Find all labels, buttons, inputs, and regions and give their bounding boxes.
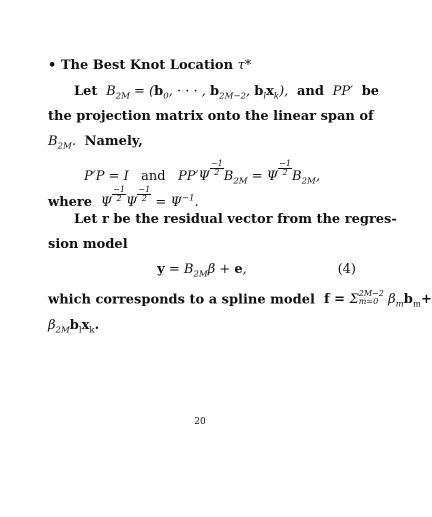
- sion-model-text: sion model: [48, 237, 128, 252]
- page-number: 20: [194, 417, 206, 427]
- b2m-symbol-2: $B_{2M}$.: [48, 134, 81, 152]
- heading-line: [48, 58, 356, 74]
- regression-equation: [48, 262, 356, 278]
- eq-and-word: and: [141, 168, 166, 184]
- let-b2m-line: [74, 84, 380, 102]
- let-word-2: Let: [74, 212, 98, 227]
- residual-text: be the residual vector from the regres-: [113, 212, 397, 227]
- spline-formula: f = Σ 2M−2 m=0 $\beta_mb_m+$: [319, 289, 432, 310]
- b2m-symbol: $B_{2M} = (b_0$, · · · , $b_{2M-2}$, $b_lx_k$),: [101, 84, 293, 102]
- spline-formula-2: $\beta_{2M}b_lx_k$.: [48, 318, 100, 336]
- projection-equation: [48, 160, 356, 185]
- where-line: [48, 186, 356, 211]
- let-r-line: [74, 212, 397, 228]
- pp-prime-symbol: PP′: [328, 84, 358, 99]
- spline-line: [48, 289, 432, 310]
- eq-regression-body: $y = B_{2M}\beta + e$,: [157, 262, 247, 280]
- sion-model-line: [48, 237, 356, 253]
- spline-continuation: [48, 318, 356, 334]
- and-word: and: [296, 84, 324, 99]
- namely-word: Namely,: [84, 134, 143, 149]
- namely-line: [48, 134, 356, 150]
- be-word: be: [361, 84, 380, 99]
- let-word: Let: [74, 84, 98, 99]
- equation-number: (4): [337, 262, 356, 277]
- psi-identity: Ψ $\frac{-1}{2}$ Ψ $\frac{-1}{2}$ = $\Psi^{-1}$.: [96, 185, 199, 210]
- which-corresponds-text: which corresponds to a spline model: [48, 292, 315, 308]
- where-word: where: [48, 194, 93, 210]
- r-symbol: r: [101, 212, 109, 227]
- eq-psi-relation: PP′Ψ $\frac{-1}{2}$ $B_{2M} = \Psi$ $\frac{-1}{2}$ $B_{2M}$,: [178, 159, 320, 187]
- projection-text: the projection matrix onto the linear span of: [48, 109, 374, 124]
- section-heading: The Best Knot Location: [60, 58, 234, 73]
- tau-star-symbol: τ*: [237, 58, 252, 73]
- eq-pp-identity: P′P = I: [84, 168, 129, 184]
- projection-line: [48, 109, 374, 125]
- bullet: •: [48, 58, 57, 73]
